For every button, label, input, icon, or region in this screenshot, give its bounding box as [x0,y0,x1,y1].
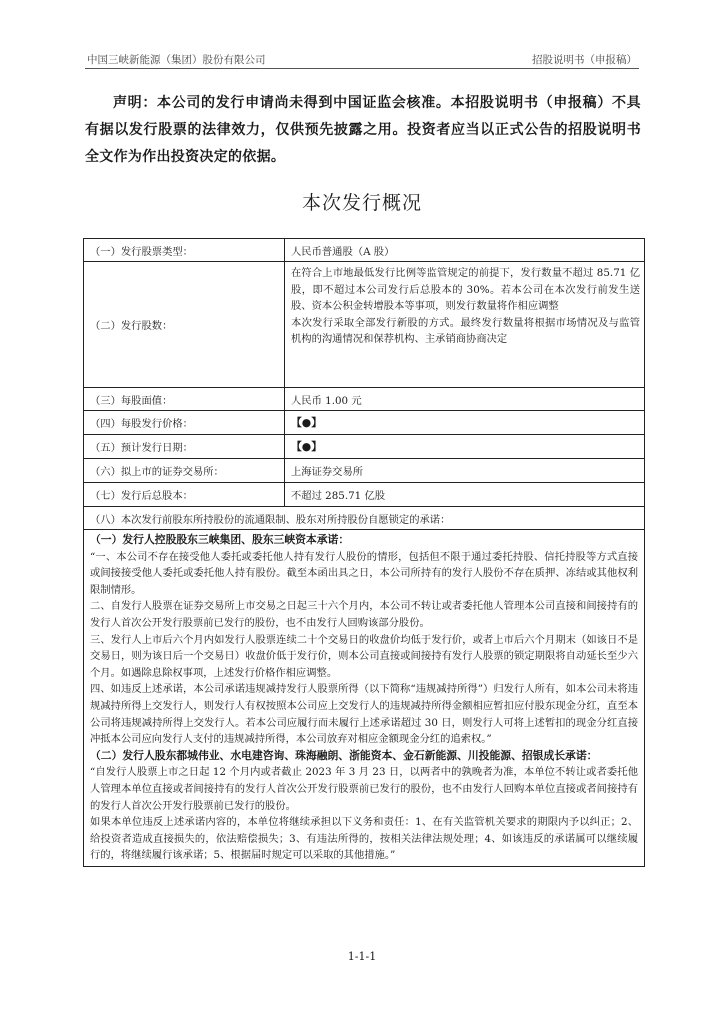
row-label: （四）每股发行价格： [84,411,285,434]
commitment-paragraph: “自发行人股票上市之日起 12 个月内或者截止 2023 年 3 月 23 日，以两者中的孰晚者为准，本单位不转让或者委托他人管理本单位直接或者间接持有的发行人首次公开发行股票前已发行的股份，也不由发行人回购本单位直接或者间接持有的发行人首次公开发行股票前已发行的股份。 [90,766,638,812]
company-name: 中国三峡新能源（集团）股份有限公司 [87,54,266,66]
row-value: 【●】 [291,440,323,453]
row-label: （八）本次发行前股东所持股份的流通限制、股东对所持股份自愿锁定的承诺： [90,513,451,526]
table-row [84,388,644,411]
commitment-heading: （二）发行人股东都城伟业、水电建咨询、珠海融朗、浙能资本、金石新能源、川投能源、招银成长承诺： [90,748,598,762]
commitments-content [84,530,644,866]
table-row [84,411,644,435]
share-count-paragraph-1: 在符合上市地最低发行比例等监管规定的前提下，发行数量不超过 85.71 亿股，即不超过本公司发行后总股本的 30%。若本公司在本次发行前发生送股、资本公积金转增股本等事项，则发行数量将作相应调整 [291,267,640,312]
row-label: （五）预计发行日期： [84,435,285,458]
row-value: 【●】 [291,416,323,429]
table-row [84,435,644,459]
disclaimer-statement: 声明：本公司的发行申请尚未得到中国证监会核准。本招股说明书（申报稿）不具有据以发行股票的法律效力，仅供预先披露之用。投资者应当以正式公告的招股说明书全文作为作出投资决定的依据。 [85,95,641,165]
commitment-paragraph: 三、发行人上市后六个月内如发行人股票连续二十个交易日的收盘价均低于发行价，或者上市后六个月期末（如该日不是交易日，则为该日后一个交易日）收盘价低于发行价，则本公司直接或间接持有发行人股票的锁定期限将自动延长至少六个月。如遇除息除权事项，上述发行价格作相应调整。 [90,633,638,679]
page-header [85,50,639,69]
commitments-row [84,530,644,866]
page-number: 1-1-1 [347,950,377,963]
commitment-paragraph: “一、本公司不存在接受他人委托或委托他人持有发行人股份的情形，包括但不限于通过委托持股、信托持股等方式直接或间接接受他人委托或委托他人持有股份。截至本函出具之日，本公司所持有的发行人股份不存在质押、冻结或其他权利限制情形。 [90,550,638,596]
commitment-paragraph: 二、自发行人股票在证券交易所上市交易之日起三十六个月内，本公司不转让或者委托他人管理本公司直接和间接持有的发行人首次公开发行股票前已发行的股份，也不由发行人回购该部分股份。 [90,600,638,629]
share-count-paragraph-2: 本次发行采取全部发行新股的方式。最终发行数量将根据市场情况及与监管机构的沟通情况和保荐机构、主承销商协商决定 [291,316,640,345]
offering-summary-table [83,238,645,867]
document-type: 招股说明书（申报稿） [532,54,637,66]
row-label: （六）拟上市的证券交易所： [84,459,285,482]
row-value: 人民币 1.00 元 [291,394,362,407]
row-label: （一）发行股票类型： [84,239,285,261]
row-value: 不超过 285.71 亿股 [291,490,386,502]
table-row [84,262,644,388]
table-row [84,239,644,262]
page-title: 本次发行概况 [301,192,422,214]
row-value: 上海证券交易所 [291,466,364,478]
row-label: （七）发行后总股本： [84,483,285,506]
table-row [84,459,644,483]
row-value: 人民币普通股（A 股） [291,245,395,258]
commitment-paragraph: 如果本单位违反上述承诺内容的，本单位将继续承担以下义务和责任：1、在有关监管机关要求的期限内予以纠正；2、给投资者造成直接损失的，依法赔偿损失；3、有违法所得的，按相关法律法规处理；4、如该违反的承诺属可以继续履行的，将继续履行该承诺；5、根据届时规定可以采取的其他措施。” [90,816,638,862]
row-label: （二）发行股数： [84,262,285,387]
commitment-heading: （一）发行人控股股东三峡集团、股东三峡资本承诺： [90,533,350,546]
table-row [84,483,644,507]
table-row [84,507,644,530]
row-label: （三）每股面值： [84,388,285,410]
row-value [285,262,644,387]
commitment-paragraph: 四、如违反上述承诺，本公司承诺违规减持发行人股票所得（以下简称“违规减持所得”）归发行人所有，如本公司未将违规减持所得上交发行人，则发行人有权按照本公司应上交发行人的违规减持所得金额相应暂扣应付股东现金分红，直至本公司将违规减持所得上交发行人。若本公司应履行而未履行上述承诺超过 30 日，则发行人可将上述暂扣的现金分红直接冲抵本公司应向发行人支付的违规减持所得，本公司放弃对相应金额现金分红的追索权。” [90,683,638,746]
